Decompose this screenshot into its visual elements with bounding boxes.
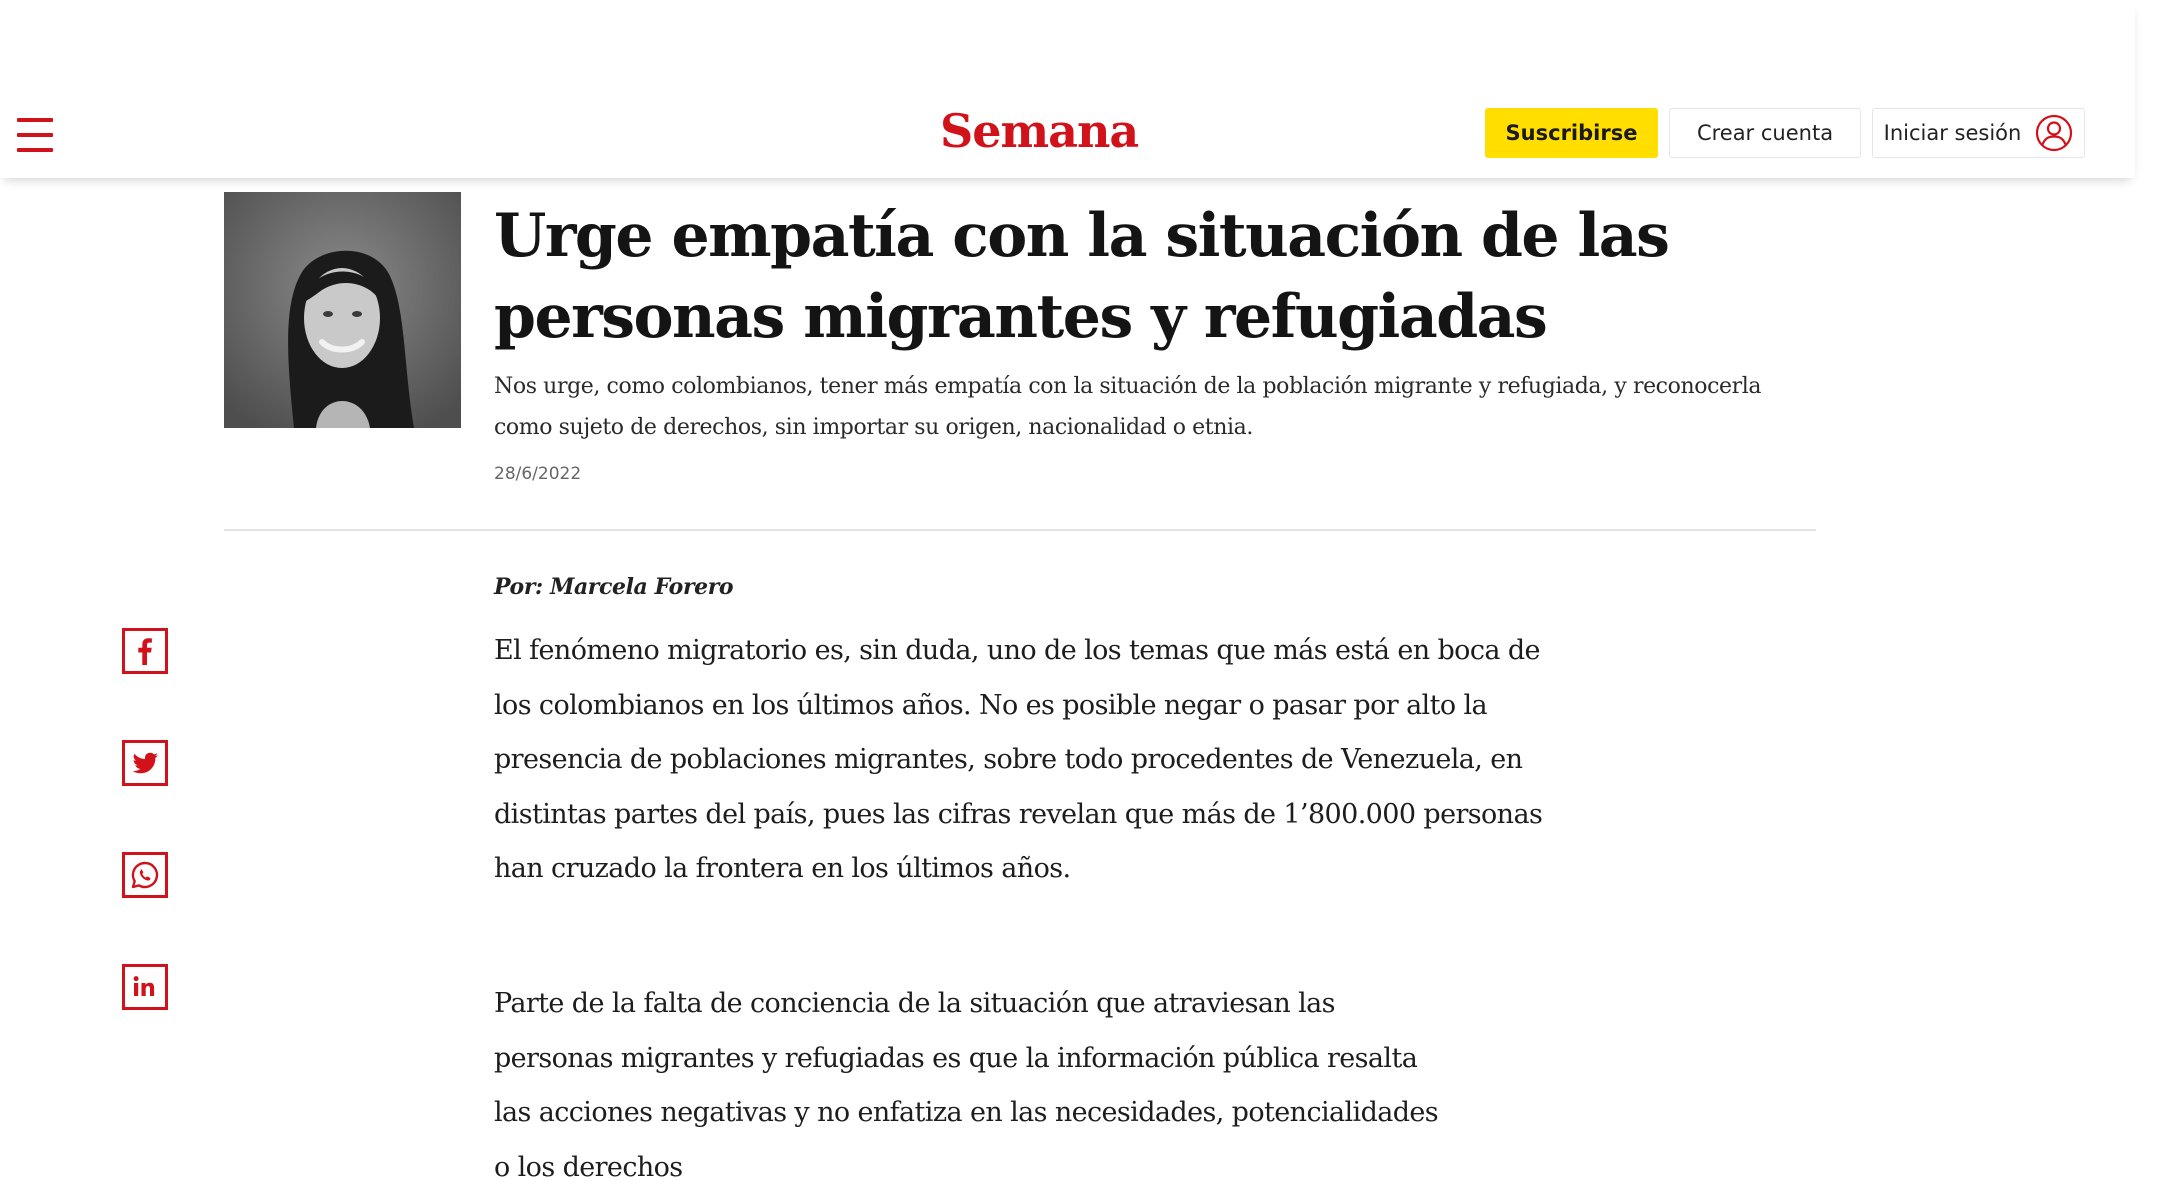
divider xyxy=(224,529,1816,531)
share-linkedin-button[interactable] xyxy=(122,964,168,1010)
share-whatsapp-button[interactable] xyxy=(122,852,168,898)
create-account-button[interactable]: Crear cuenta xyxy=(1669,108,1861,158)
linkedin-icon xyxy=(129,971,161,1003)
share-facebook-button[interactable] xyxy=(122,628,168,674)
subscribe-button[interactable]: Suscribirse xyxy=(1485,108,1658,158)
share-twitter-button[interactable] xyxy=(122,740,168,786)
site-header xyxy=(0,0,2135,178)
author-portrait-image xyxy=(224,192,461,428)
user-icon xyxy=(2035,114,2073,152)
article-paragraph-2: Parte de la falta de conciencia de la situación que atraviesan las personas migrantes y refugiadas es que la información pública resalta las acciones negativas y no enfatiza en las necesidades, potencialidades o los derechos xyxy=(494,988,1439,1183)
article-subtitle: Nos urge, como colombianos, tener más empatía con la situación de la población migrante y refugiada, y reconocerla como sujeto de derechos, sin importar su origen, nacionalidad o etnia. xyxy=(494,374,1762,440)
whatsapp-icon xyxy=(129,859,161,891)
facebook-icon xyxy=(129,635,161,667)
article-paragraph-1: El fenómeno migratorio es, sin duda, uno de los temas que más está en boca de los colombianos en los últimos años. No es posible negar o pasar por alto la presencia de poblaciones migrantes, sobre todo procedentes de Venezuela, en distintas partes del país, pues las cifras revelan que más de 1’800.000 personas han cruzado la frontera en los últimos años. xyxy=(494,635,1543,884)
author-photo xyxy=(224,192,461,428)
article-byline: Por: Marcela Forero xyxy=(494,574,734,600)
login-label: Iniciar sesión xyxy=(1883,121,2022,145)
twitter-icon xyxy=(129,747,161,779)
login-button[interactable] xyxy=(1872,108,2085,158)
hamburger-menu-icon[interactable] xyxy=(17,118,53,152)
article-date: 28/6/2022 xyxy=(494,464,582,484)
site-logo[interactable]: Semana xyxy=(940,104,1139,158)
article-title: Urge empatía con la situación de las personas migrantes y refugiadas xyxy=(494,201,1669,352)
